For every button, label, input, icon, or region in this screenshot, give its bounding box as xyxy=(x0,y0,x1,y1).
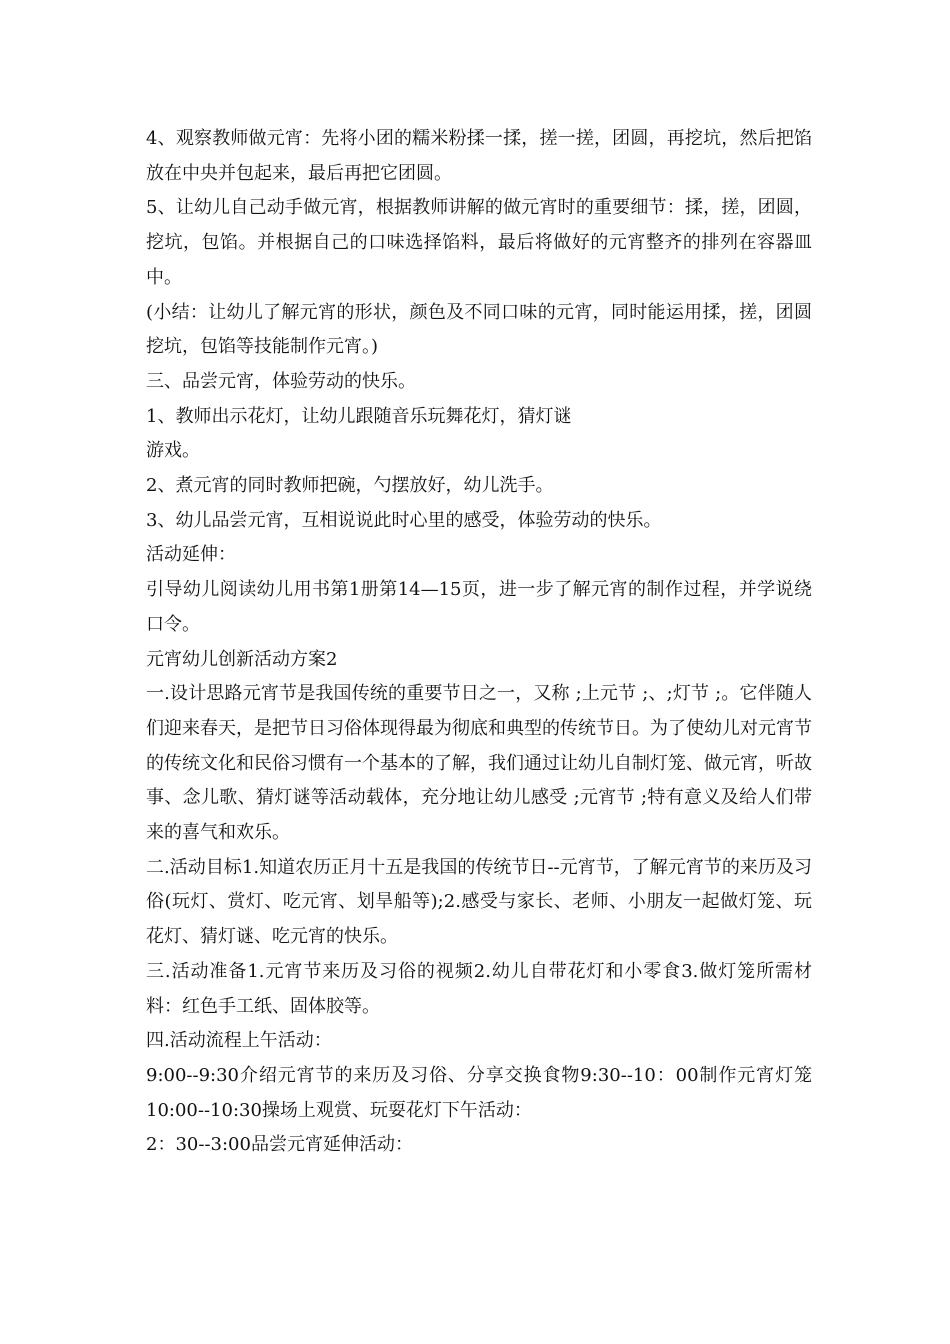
paragraph-goals: 二.活动目标1.知道农历正月十五是我国的传统节日--元宵节，了解元宵节的来历及习俗(玩灯、赏灯、吃元宵、划旱船等);2.感受与家长、老师、小朋友一起做灯笼、玩花灯、猜灯谜、吃元宵的快乐。 xyxy=(146,856,812,948)
plan-title-2: 元宵幼儿创新活动方案2 xyxy=(146,648,338,670)
paragraph-schedule-morning: 9:00--9:30介绍元宵节的来历及习俗、分享交换食物9:30--10：00制作元宵灯笼10:00--10:30操场上观赏、玩耍花灯下午活动： xyxy=(146,1064,812,1121)
paragraph-item-3: 3、幼儿品尝元宵，互相说说此时心里的感受，体验劳动的快乐。 xyxy=(146,509,662,531)
paragraph-process: 四.活动流程上午活动： xyxy=(146,1030,332,1052)
paragraph-design: 一.设计思路元宵节是我国传统的重要节日之一，又称 ;上元节 ;、;灯节 ;。它伴随人们迎来春天，是把节日习俗体现得最为彻底和典型的传统节日。为了使幼儿对元宵节的传统文化和民俗习惯有一个基本的了解，我们通过让幼儿自制灯笼、做元宵，听故事、念儿歌、猜灯谜等活动载体，充分地让幼儿感受 ;元宵节 ;特有意义及给人们带来的喜气和欢乐。 xyxy=(146,683,812,844)
paragraph-schedule-afternoon: 2：30--3:00品尝元宵延伸活动： xyxy=(146,1134,413,1156)
section-heading-extension: 活动延伸： xyxy=(146,544,236,566)
paragraph-item-1-cont: 游戏。 xyxy=(146,440,200,462)
section-heading-3: 三、品尝元宵，体验劳动的快乐。 xyxy=(146,370,416,392)
paragraph-item-1: 1、教师出示花灯，让幼儿跟随音乐玩舞花灯，猜灯谜 xyxy=(146,405,572,427)
paragraph-step-4: 4、观察教师做元宵：先将小团的糯米粉揉一揉，搓一搓，团圆，再挖坑，然后把馅放在中央并包起来，最后再把它团圆。 xyxy=(146,128,812,184)
paragraph-step-5: 5、让幼儿自己动手做元宵，根据教师讲解的做元宵时的重要细节：揉，搓，团圆，挖坑，包馅。并根据自己的口味选择馅料，最后将做好的元宵整齐的排列在容器皿中。 xyxy=(146,197,812,288)
paragraph-item-2: 2、煮元宵的同时教师把碗，勺摆放好，幼儿洗手。 xyxy=(146,475,554,497)
document-body xyxy=(146,122,812,1163)
paragraph-preparation: 三.活动准备1.元宵节来历及习俗的视频2.幼儿自带花灯和小零食3.做灯笼所需材料：红色手工纸、固体胶等。 xyxy=(146,960,812,1017)
paragraph-extension: 引导幼儿阅读幼儿用书第1册第14—15页，进一步了解元宵的制作过程，并学说绕口令。 xyxy=(146,579,812,635)
paragraph-summary: (小结：让幼儿了解元宵的形状，颜色及不同口味的元宵，同时能运用揉，搓，团圆挖坑，包馅等技能制作元宵。) xyxy=(146,301,812,358)
